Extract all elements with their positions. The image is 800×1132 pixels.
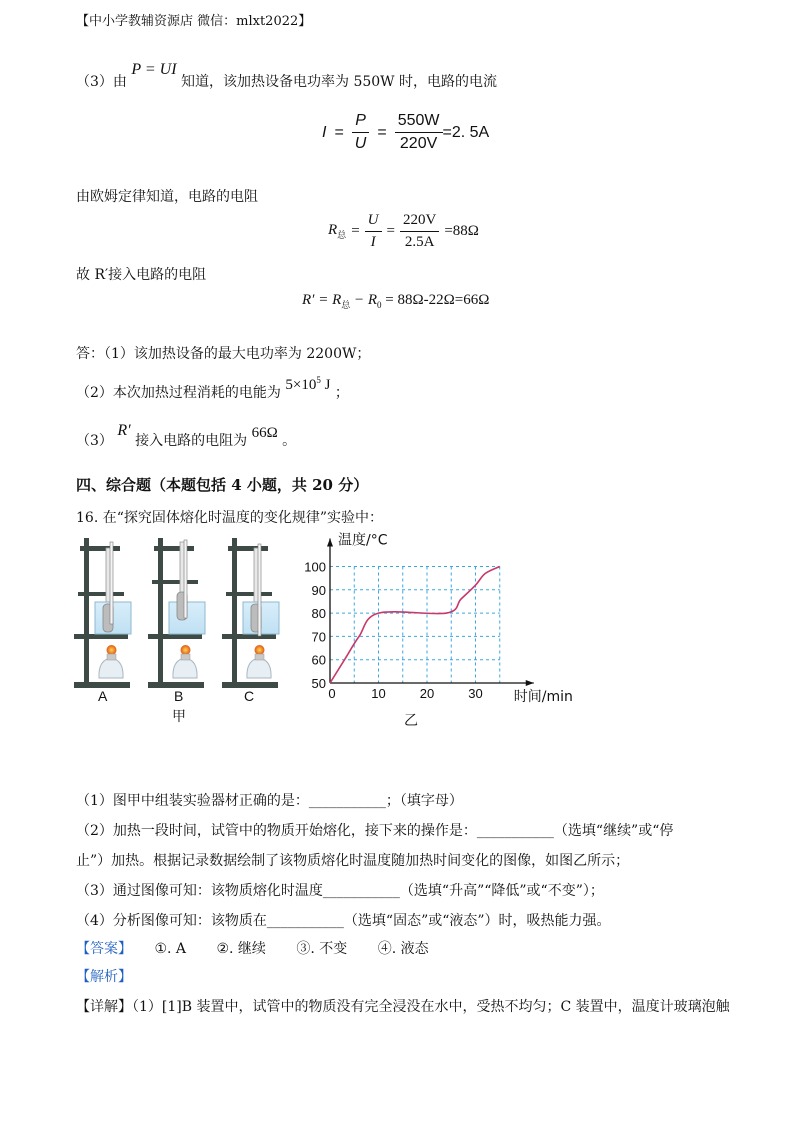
question-2b: 止”）加热。根据记录数据绘制了该物质熔化时温度随加热时间变化的图像，如图乙所示；	[76, 853, 630, 869]
eq-resist-sub: 总	[337, 230, 347, 240]
apparatus-unit-a	[74, 538, 131, 688]
eq-resist-eq: =	[351, 223, 360, 239]
equation-rprime	[302, 292, 489, 311]
answer-3-symbol: R′	[117, 422, 131, 439]
eq-current-num: P	[352, 112, 369, 133]
label-c: C	[244, 688, 255, 704]
y-tick-label: 60	[311, 652, 326, 668]
section-title: 四、综合题（本题包括 4 小题，共 20 分）	[76, 476, 369, 494]
x-tick-label: 10	[371, 686, 386, 701]
eq-resist-den2: 2.5A	[404, 234, 435, 250]
y-tick-label: 50	[311, 676, 326, 691]
y-tick-label: 90	[311, 582, 326, 598]
apparatus-unit-b	[148, 538, 205, 688]
eq-rprime-rest: = 88Ω-22Ω=66Ω	[381, 292, 490, 308]
eq-resist-lhs: R	[328, 222, 338, 238]
answer-2-exp: 5	[316, 375, 321, 385]
eq-resist-num: U	[365, 212, 382, 232]
part3-prefix: （3）由	[76, 74, 127, 90]
eq-current-eq2: =	[377, 123, 387, 141]
answer-line	[76, 938, 429, 958]
answer-item-3: ③. 不变	[296, 941, 348, 957]
figure-label-yi: 乙	[404, 713, 418, 729]
answer-3	[76, 422, 297, 450]
x-tick-label: 30	[468, 686, 483, 701]
answer-2	[76, 375, 349, 402]
label-b: B	[174, 688, 184, 704]
answer-item-2: ②. 继续	[216, 941, 266, 957]
part3-text: 知道，该加热设备电功率为 550W 时，电路的电流	[181, 74, 498, 90]
temperature-chart	[300, 528, 590, 728]
answer-3-value: 66Ω	[251, 425, 278, 441]
part3-line	[76, 61, 498, 92]
equation-current	[322, 112, 489, 153]
answer-item-4: ④. 液态	[377, 941, 429, 957]
eq-resist-num2: 220V	[400, 212, 439, 232]
answer-3-text: 接入电路的电阻为	[135, 433, 248, 449]
y-axis-arrow	[327, 539, 333, 547]
apparatus-unit-c	[222, 538, 279, 688]
part3-formula: P = UI	[131, 61, 177, 78]
answer-2-base: 5×10	[285, 377, 317, 393]
eq-current-den: U	[354, 135, 367, 152]
eq-current-den2: 220V	[399, 135, 438, 152]
answer-3-end: 。	[282, 433, 297, 449]
answer-item-1: ①. A	[154, 941, 187, 957]
y-tick-label: 80	[311, 606, 326, 622]
question-2a: （2）加热一段时间，试管中的物质开始熔化，接下来的操作是：___________（选填“继续”或“停	[76, 823, 674, 839]
eq-resist-den: I	[370, 234, 376, 250]
answer-2-end: ；	[334, 385, 349, 401]
q16-stem: 16. 在“探究固体熔化时温度的变化规律”实验中：	[76, 510, 384, 526]
eq-current-result: =2. 5A	[442, 123, 490, 141]
figure-label-jia: 甲	[172, 709, 186, 725]
eq-current-num2: 550W	[395, 112, 443, 133]
analysis-tag: 【解析】	[76, 969, 132, 985]
eq-rprime-mid: − R	[350, 292, 378, 308]
eq-rprime-lhs: R′ = R	[302, 292, 342, 308]
question-4: （4）分析图像可知：该物质在___________（选填“固态”或“液态”）时，吸热能力强。	[76, 913, 611, 929]
eq-resist-result: =88Ω	[444, 223, 479, 239]
answer-2-unit: J	[320, 377, 331, 393]
eq-current-eq: =	[334, 123, 344, 141]
eq-rprime-sub2: 0	[377, 300, 382, 310]
answer-2-value	[285, 377, 330, 393]
equation-resistance	[328, 212, 479, 251]
y-axis-label: 温度/°C	[338, 532, 388, 549]
eq-resist-frac2	[400, 212, 439, 251]
y-tick-label: 100	[304, 559, 326, 575]
question-1: （1）图甲中组装实验器材正确的是：___________；（填字母）	[76, 793, 463, 809]
x-axis-label: 时间/min	[513, 689, 573, 705]
answer-1: 答：（1）该加热设备的最大电功率为 2200W；	[76, 346, 371, 362]
eq-current-frac1	[352, 112, 370, 153]
x-axis-arrow	[526, 680, 534, 686]
rprime-text: 故 R′接入电路的电阻	[76, 267, 207, 283]
answer-tag: 【答案】	[76, 941, 132, 957]
page-header: 【中小学教辅资源店 微信：mlxt2022】	[76, 14, 312, 29]
eq-current-frac2	[395, 112, 443, 153]
detail-tag: 【详解】	[76, 999, 132, 1015]
detail-line	[76, 996, 730, 1016]
x-tick-label: 0	[328, 686, 336, 701]
eq-resist-eq2: =	[386, 223, 395, 239]
answer-2-prefix: （2）本次加热过程消耗的电能为	[76, 385, 281, 401]
label-a: A	[98, 688, 108, 704]
eq-rprime-sub1: 总	[341, 300, 351, 310]
y-tick-label: 70	[311, 629, 326, 645]
eq-resist-frac1	[365, 212, 382, 251]
ohm-text: 由欧姆定律知道，电路的电阻	[76, 189, 258, 205]
detail-text: （1）[1]B 装置中，试管中的物质没有完全浸没在水中，受热不均匀；C 装置中，温度计玻璃泡触	[132, 999, 730, 1015]
eq-current-lhs: I	[322, 123, 327, 141]
answer-3-prefix: （3）	[76, 433, 113, 449]
temperature-curve	[330, 567, 500, 684]
question-3: （3）通过图像可知：该物质熔化时温度___________（选填“升高”“降低”或“不变”）；	[76, 883, 604, 899]
x-tick-label: 20	[419, 686, 435, 701]
